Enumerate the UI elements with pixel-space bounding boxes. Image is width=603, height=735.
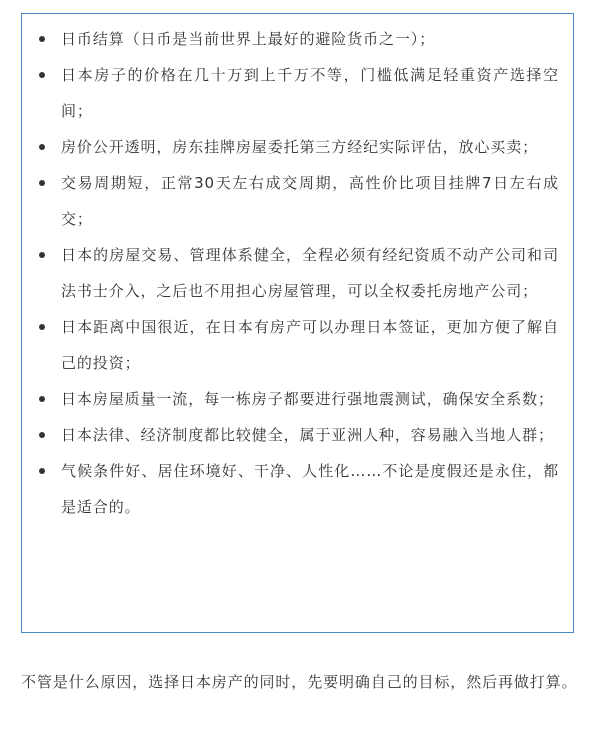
advantages-list [22,14,573,525]
bullet-icon [39,180,45,186]
list-item [22,453,559,525]
bullet-icon [39,432,45,438]
list-item-text: 日币结算（日币是当前世界上最好的避险货币之一）； [61,30,436,48]
list-item-text: 日本距离中国很近，在日本有房产可以办理日本签证，更加方便了解自己的投资； [61,318,559,372]
bullet-icon [39,396,45,402]
list-item [22,57,559,129]
bullet-icon [39,324,45,330]
list-item-text: 日本房子的价格在几十万到上千万不等，门槛低满足轻重资产选择空间； [61,66,559,120]
closing-paragraph: 不管是什么原因，选择日本房产的同时，先要明确自己的目标，然后再做打算。 [21,673,578,691]
list-item [22,237,559,309]
list-item [22,129,559,165]
advantages-box [21,13,574,633]
list-item-text: 日本的房屋交易、管理体系健全，全程必须有经纪资质不动产公司和司法书士介入，之后也不用担心房屋管理，可以全权委托房地产公司； [61,246,559,300]
bullet-icon [39,72,45,78]
bullet-icon [39,252,45,258]
list-item [22,309,559,381]
list-item [22,21,559,57]
list-item [22,165,559,237]
bullet-icon [39,144,45,150]
list-item-text: 房价公开透明，房东挂牌房屋委托第三方经纪实际评估，放心买卖； [61,138,539,156]
list-item-text: 日本房屋质量一流，每一栋房子都要进行强地震测试，确保安全系数； [61,390,554,408]
list-item-text: 气候条件好、居住环境好、干净、人性化……不论是度假还是永住，都是适合的。 [61,462,559,516]
list-item [22,417,559,453]
list-item-text: 日本法律、经济制度都比较健全，属于亚洲人种，容易融入当地人群； [61,426,554,444]
list-item [22,381,559,417]
bullet-icon [39,468,45,474]
list-item-text: 交易周期短，正常30天左右成交周期，高性价比项目挂牌7日左右成交； [61,174,559,228]
bullet-icon [39,36,45,42]
